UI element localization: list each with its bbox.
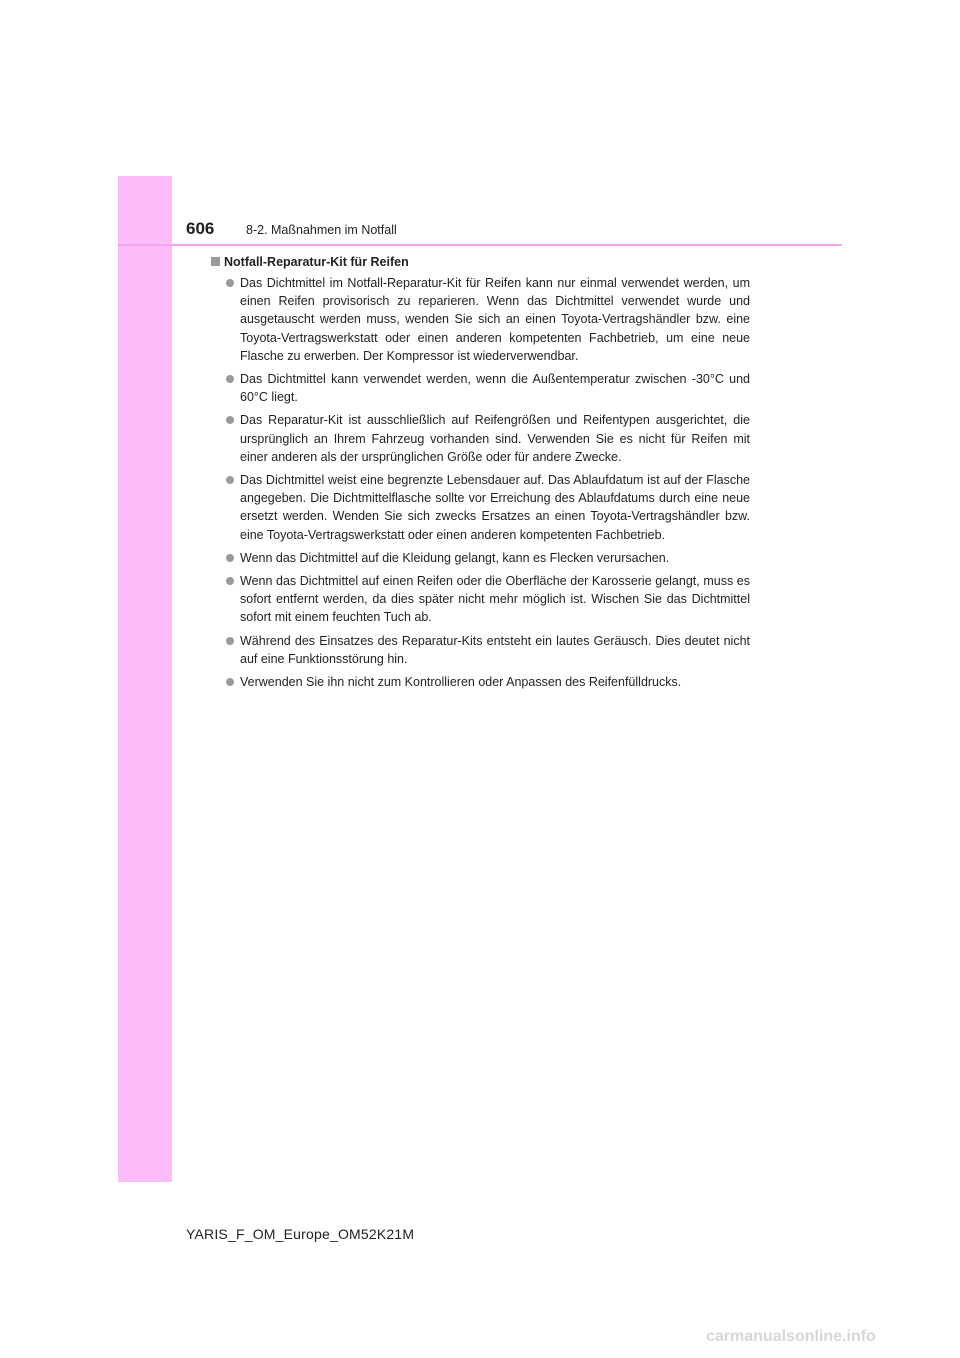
page-number: 606 <box>186 219 215 238</box>
list-item-text: Verwenden Sie ihn nicht zum Kontrollieren oder Anpassen des Reifenfülldrucks. <box>240 675 682 690</box>
bullet-icon <box>226 476 234 484</box>
list-item-text: Das Dichtmittel kann verwendet werden, wenn die Außentemperatur zwischen -30°C und 60°C liegt. <box>240 372 750 405</box>
bullet-icon <box>226 577 234 585</box>
list-item <box>210 673 750 691</box>
list-item-text: Das Dichtmittel im Notfall-Reparatur-Kit für Reifen kann nur einmal verwendet werden, um einen Reifen provisorisch zu reparieren. Wenn das Dichtmittel verwendet wurde und ausgetauscht werden muss, wenden Sie sich an einen Toyota-Vertragshändler bzw. eine Toyota-Vertragswerkstatt oder einen anderen kompetenten Fachbetrieb, um eine neue Flasche zu erwerben. Der Kompressor ist wiederverwendbar. <box>240 276 750 363</box>
list-item <box>210 572 750 627</box>
side-tab-bar <box>118 176 172 1182</box>
main-content <box>210 253 750 696</box>
list-item <box>210 274 750 365</box>
section-heading <box>210 253 750 271</box>
bullet-icon <box>226 375 234 383</box>
bullet-icon <box>226 279 234 287</box>
list-item <box>210 471 750 544</box>
watermark: carmanualsonline.info <box>706 1328 876 1345</box>
document-id: YARIS_F_OM_Europe_OM52K21M <box>186 1226 415 1242</box>
list-item-text: Wenn das Dichtmittel auf die Kleidung gelangt, kann es Flecken verursachen. <box>240 550 670 565</box>
bullet-icon <box>226 554 234 562</box>
bullet-icon <box>226 637 234 645</box>
header-divider <box>118 244 842 246</box>
section-title: 8-2. Maßnahmen im Notfall <box>246 223 397 237</box>
bullet-list <box>210 274 750 691</box>
list-item-text: Wenn das Dichtmittel auf einen Reifen oder die Oberfläche der Karosserie gelangt, muss es sofort entfernt werden, da dies später nicht mehr möglich ist. Wischen Sie das Dichtmittel sofort mit einem feuchten Tuch ab. <box>240 574 750 625</box>
list-item <box>210 549 750 567</box>
list-item <box>210 411 750 466</box>
square-icon <box>211 257 220 266</box>
list-item-text: Während des Einsatzes des Reparatur-Kits entsteht ein lautes Geräusch. Dies deutet nicht auf eine Funktionsstörung hin. <box>240 633 750 666</box>
list-item-text: Das Reparatur-Kit ist ausschließlich auf Reifengrößen und Reifentypen ausgerichtet, die ursprünglich an Ihrem Fahrzeug vorhanden sind. Verwenden Sie es nicht für Reifen mit einer anderen als der ursprünglichen Größe oder für andere Zwecke. <box>240 413 750 464</box>
list-item <box>210 632 750 668</box>
list-item-text: Das Dichtmittel weist eine begrenzte Lebensdauer auf. Das Ablaufdatum ist auf der Flasche angegeben. Die Dichtmittelflasche sollte vor Erreichung des Ablaufdatums durch eine neue ersetzt werden. Wenden Sie sich zwecks Ersatzes an einen Toyota-Vertragshändler bzw. eine Toyota-Vertragswerkstatt oder einen anderen kompetenten Fachbetrieb. <box>240 473 750 542</box>
section-heading-text: Notfall-Reparatur-Kit für Reifen <box>224 255 409 269</box>
list-item <box>210 370 750 406</box>
bullet-icon <box>226 416 234 424</box>
bullet-icon <box>226 678 234 686</box>
